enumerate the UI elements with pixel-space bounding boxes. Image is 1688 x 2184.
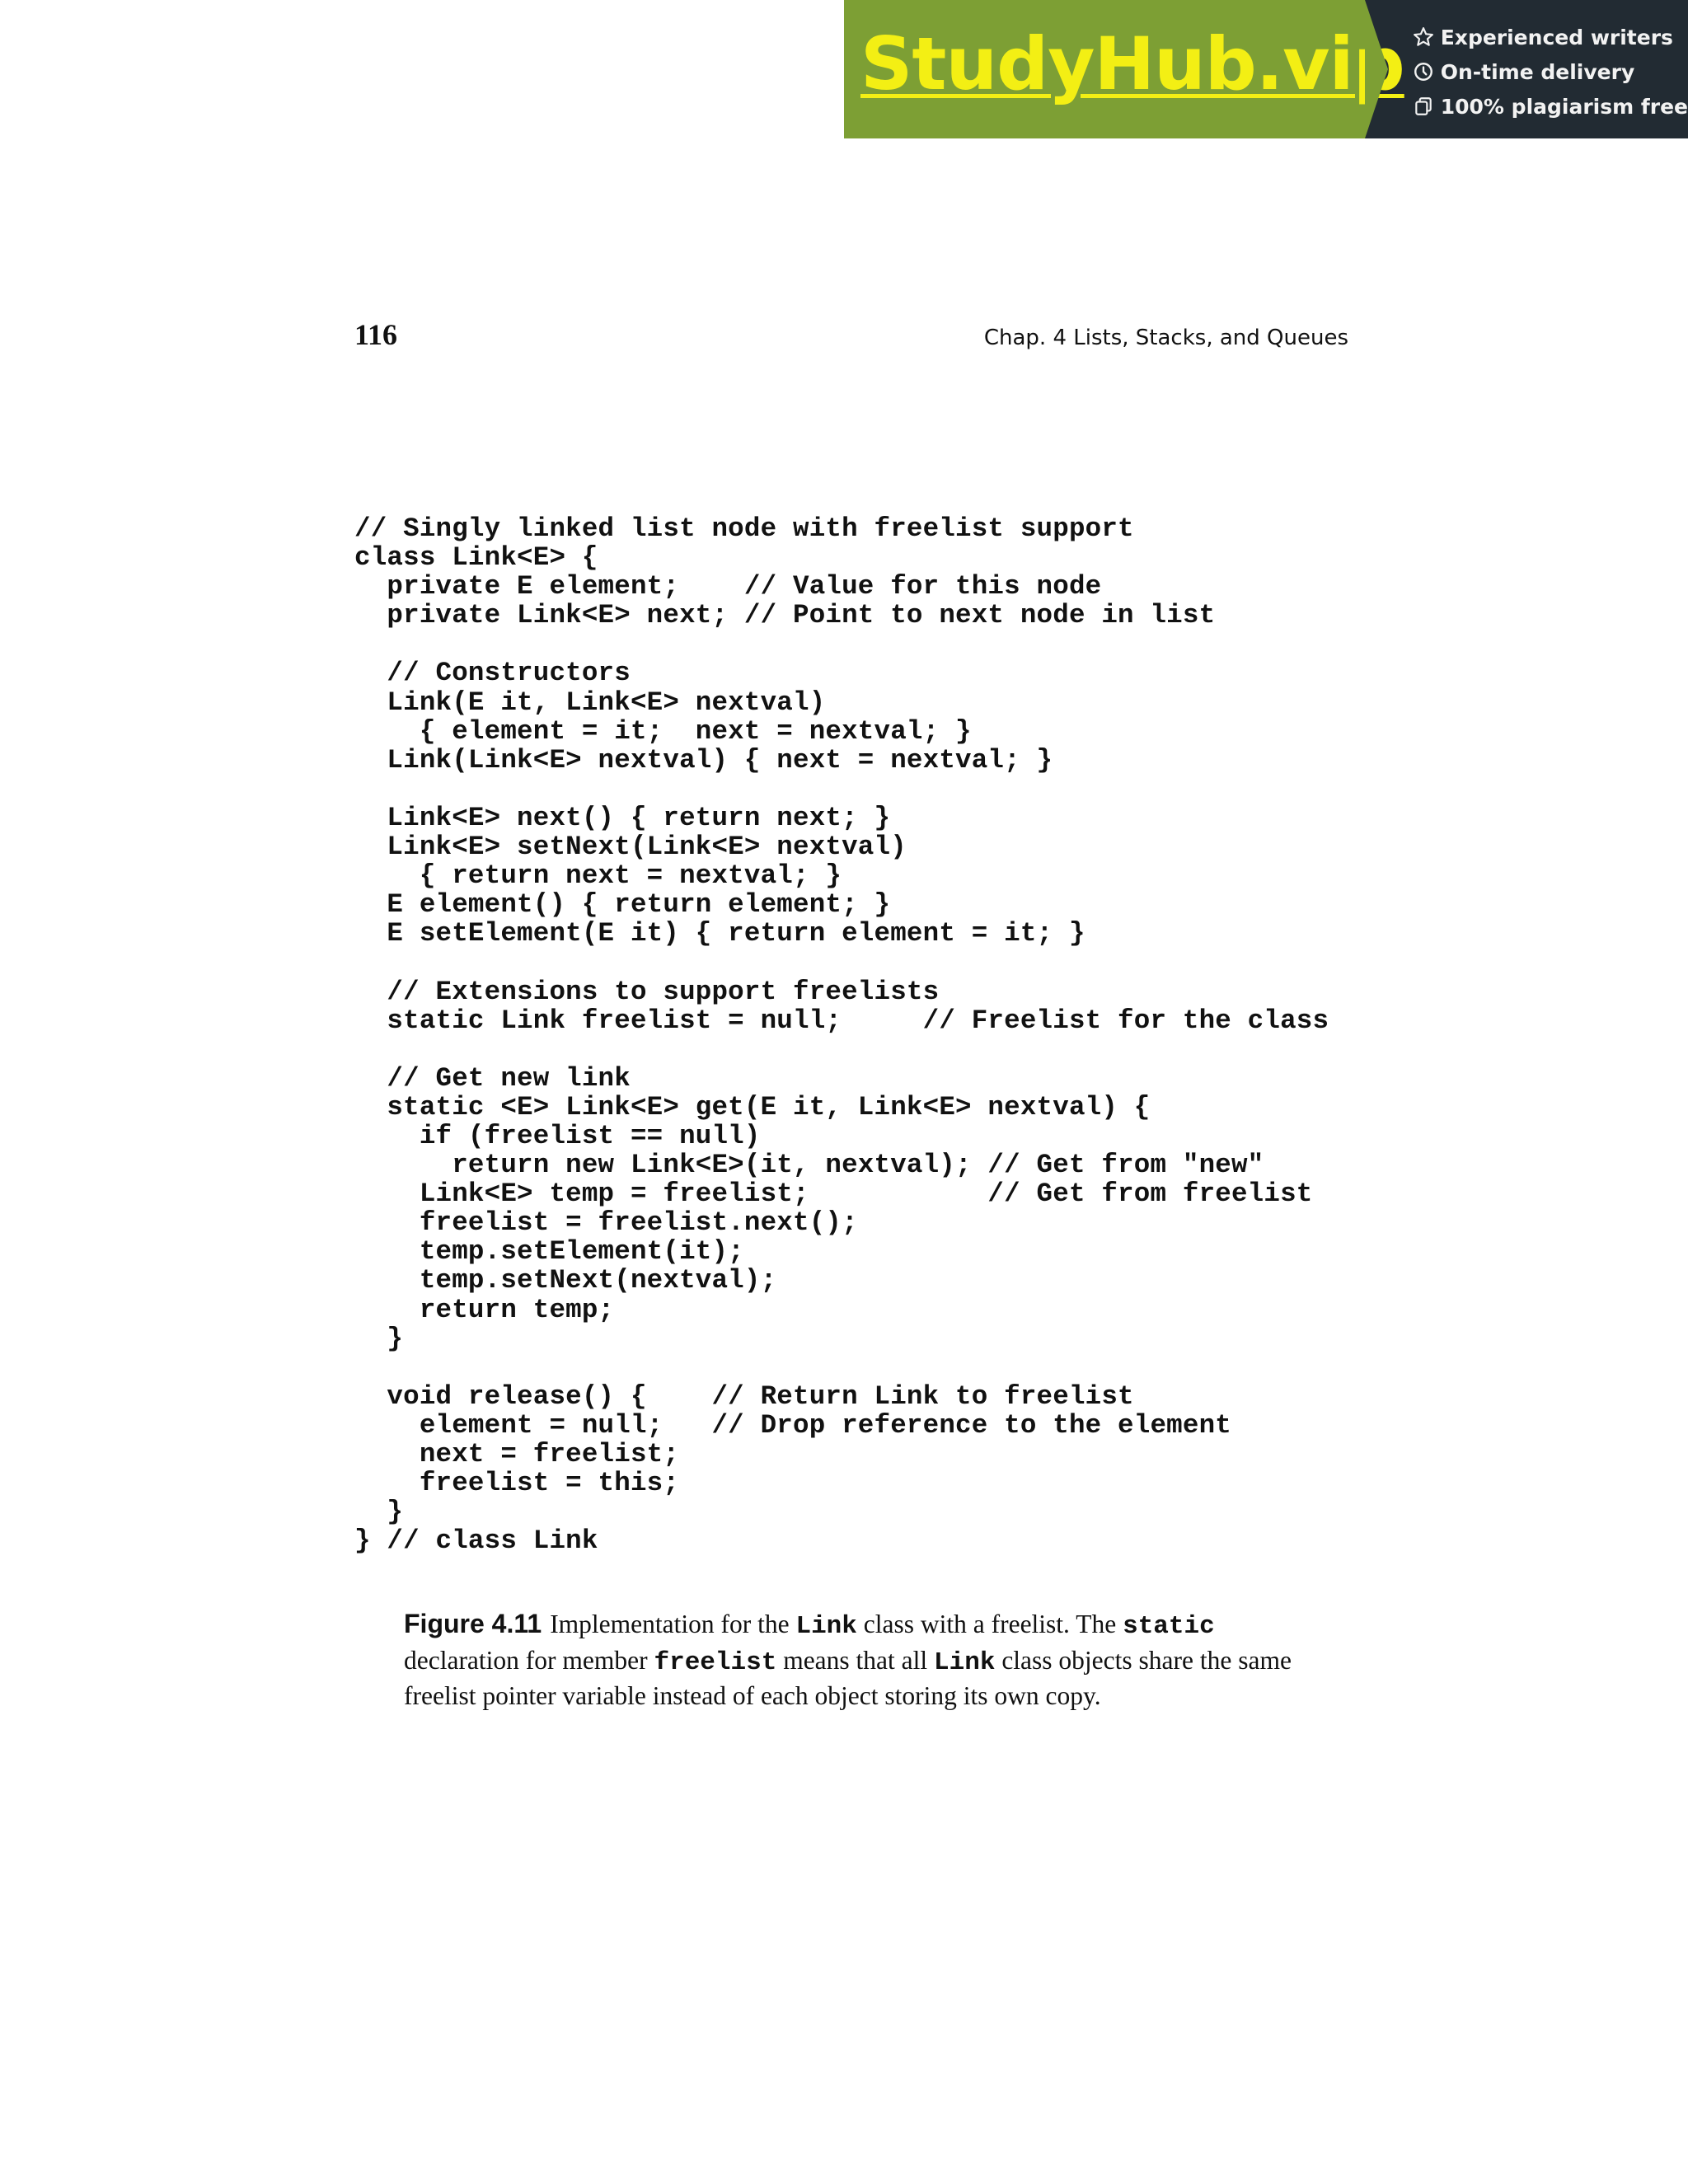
code-line: return temp; <box>354 1294 615 1325</box>
code-line: Link(E it, Link<E> nextval) <box>354 687 826 718</box>
banner-logo-panel <box>844 0 1404 138</box>
page-number: 116 <box>354 318 398 351</box>
code-line: static <E> Link<E> get(E it, Link<E> nextval) { <box>354 1091 1151 1122</box>
code-line: // Get new link <box>354 1062 631 1094</box>
code-line <box>354 1353 1329 1382</box>
code-line: private E element; // Value for this node <box>354 571 1102 602</box>
code-line: temp.setNext(nextval); <box>354 1265 777 1296</box>
ad-banner[interactable] <box>844 0 1688 138</box>
feature-plagiarism-free <box>1413 89 1688 124</box>
feature-experienced-writers <box>1413 20 1688 54</box>
code-line: next = freelist; <box>354 1439 680 1469</box>
running-title: Chap. 4 Lists, Stacks, and Queues <box>983 326 1348 350</box>
code-line: } // class Link <box>354 1526 598 1557</box>
feature-label: Experienced writers <box>1440 25 1673 49</box>
code-line: freelist = freelist.next(); <box>354 1207 858 1239</box>
code-line: } <box>354 1323 404 1354</box>
clock-icon <box>1413 61 1434 82</box>
banner-features-panel <box>1365 0 1688 138</box>
code-line: Link<E> next() { return next; } <box>354 802 891 833</box>
code-line <box>354 948 1329 977</box>
code-line <box>354 1035 1329 1064</box>
figure-caption <box>404 1607 1311 1713</box>
code-line: return new Link<E>(it, nextval); // Get from "new" <box>354 1150 1264 1181</box>
caption-code: Link <box>795 1612 857 1641</box>
code-line: static Link freelist = null; // Freelist for the class <box>354 1005 1329 1036</box>
code-line: element = null; // Drop reference to the element <box>354 1409 1231 1441</box>
studyhub-logo[interactable]: StudyHub.vip <box>860 21 1404 106</box>
code-line <box>354 775 1329 804</box>
code-line: void release() { // Return Link to freelist <box>354 1380 1134 1412</box>
code-listing <box>354 514 1329 1555</box>
caption-code: freelist <box>654 1647 777 1677</box>
figure-label: Figure 4.11 <box>404 1609 542 1638</box>
star-icon <box>1413 26 1434 48</box>
caption-text: class objects share the same freelist pointer variable instead of each object storing its own copy. <box>404 1645 1292 1710</box>
caption-text: means that all <box>776 1645 935 1675</box>
caption-text: Implementation for the <box>550 1610 796 1638</box>
code-line: Link<E> temp = freelist; // Get from freelist <box>354 1179 1313 1210</box>
code-line: // Singly linked list node with freelist support <box>354 513 1134 544</box>
code-line: } <box>354 1497 404 1528</box>
caption-code: Link <box>934 1647 996 1677</box>
code-line: // Extensions to support freelists <box>354 976 940 1007</box>
feature-label: On-time delivery <box>1440 59 1635 84</box>
code-line: freelist = this; <box>354 1468 680 1499</box>
code-line: temp.setElement(it); <box>354 1236 744 1268</box>
code-line: { return next = nextval; } <box>354 860 842 892</box>
code-line: { element = it; next = nextval; } <box>354 715 972 747</box>
code-line: // Constructors <box>354 658 631 689</box>
code-line: class Link<E> { <box>354 542 598 574</box>
code-line: E setElement(E it) { return element = it; } <box>354 918 1085 949</box>
code-line: Link(Link<E> nextval) { next = nextval; } <box>354 744 1053 776</box>
caption-text: class with a freelist. The <box>856 1610 1123 1638</box>
code-line: if (freelist == null) <box>354 1120 761 1151</box>
code-line: Link<E> setNext(Link<E> nextval) <box>354 832 907 863</box>
caption-text: declaration for member <box>404 1645 654 1675</box>
code-line: E element() { return element; } <box>354 889 891 921</box>
code-line <box>354 630 1329 658</box>
caption-code: static <box>1123 1612 1215 1641</box>
feature-on-time-delivery <box>1413 54 1688 89</box>
feature-label: 100% plagiarism free <box>1440 94 1688 119</box>
copy-icon <box>1413 96 1434 117</box>
code-line: private Link<E> next; // Point to next node in list <box>354 600 1216 631</box>
